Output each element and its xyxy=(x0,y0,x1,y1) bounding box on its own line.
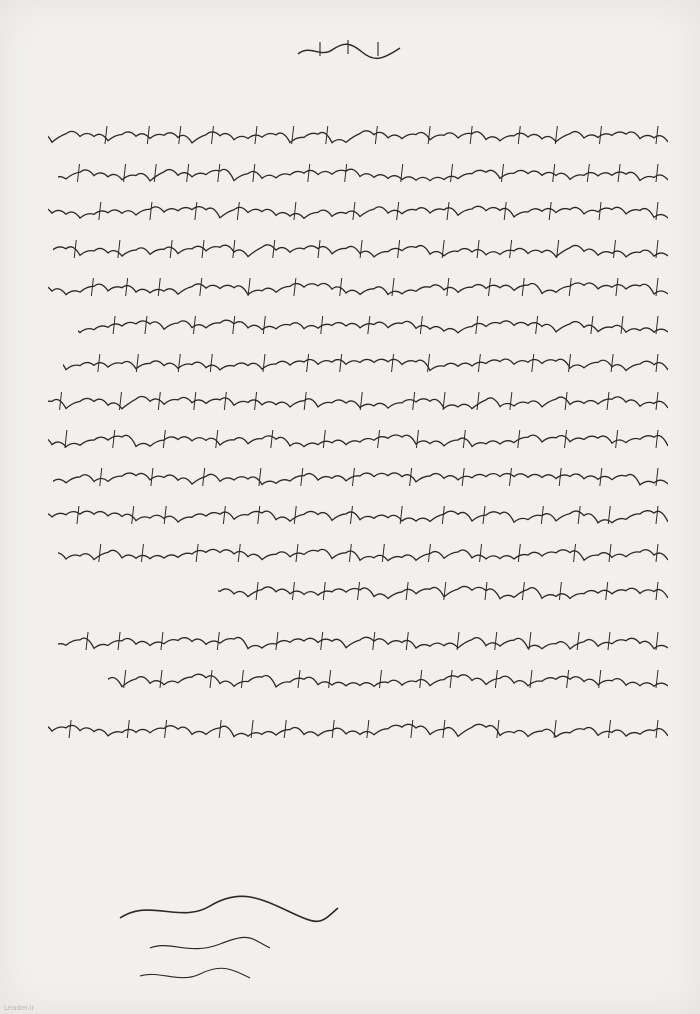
handwritten-line xyxy=(48,120,668,158)
signature-block xyxy=(110,878,350,998)
invocation-calligraphy xyxy=(290,36,410,64)
handwritten-line xyxy=(48,500,668,538)
handwritten-line xyxy=(48,626,668,664)
handwritten-line xyxy=(48,386,668,424)
handwritten-line xyxy=(48,348,668,386)
handwritten-line xyxy=(48,272,668,310)
handwritten-line xyxy=(48,664,668,702)
handwritten-line xyxy=(48,158,668,196)
signature-stroke-icon xyxy=(110,878,350,998)
letter-body xyxy=(48,120,668,752)
source-watermark: Leader.ir xyxy=(4,1004,35,1012)
handwritten-line xyxy=(48,714,668,752)
handwritten-line xyxy=(48,538,668,576)
handwritten-line xyxy=(48,424,668,462)
handwritten-line xyxy=(48,196,668,234)
invocation-script-icon xyxy=(290,36,410,64)
handwritten-line xyxy=(48,234,668,272)
handwritten-line xyxy=(48,310,668,348)
handwritten-line xyxy=(48,462,668,500)
handwritten-line xyxy=(48,576,668,614)
